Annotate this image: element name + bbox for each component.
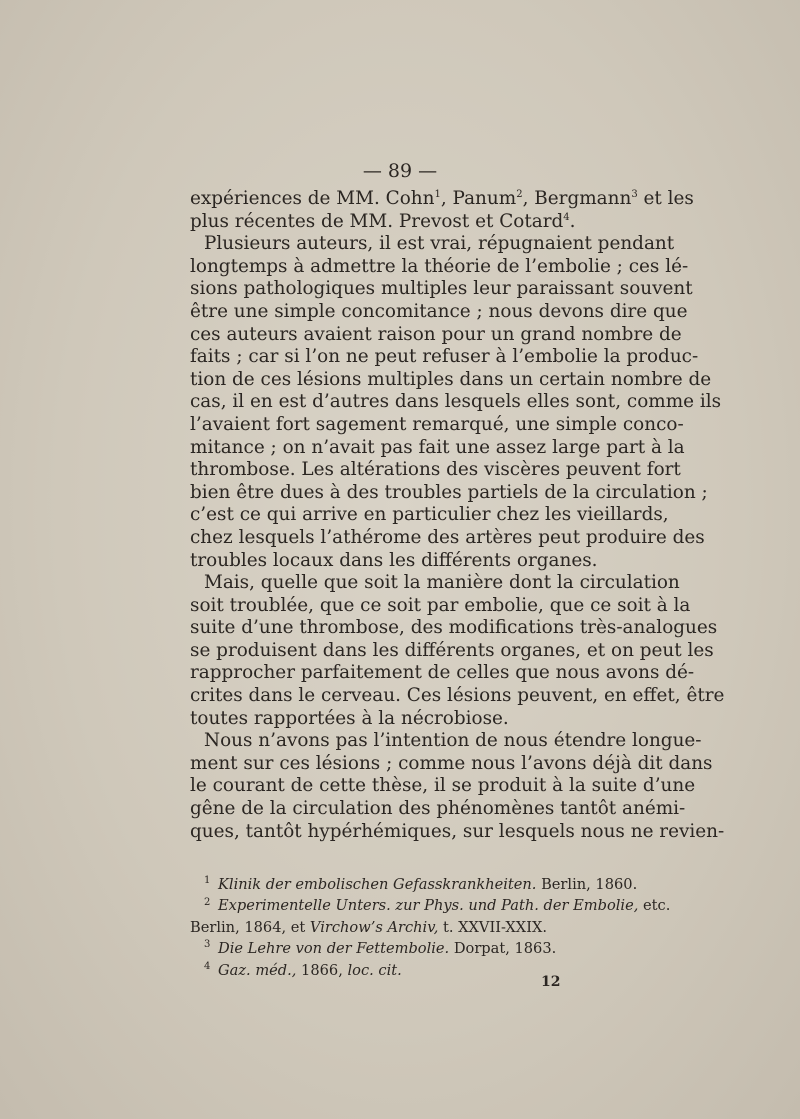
text-line: crites dans le cerveau. Ces lésions peuvent, en effet, être [190, 685, 725, 707]
text-line: se produisent dans les différents organes, et on peut les [190, 639, 714, 661]
text-line: plus récentes de MM. Prevost et Cotard$^4$. [190, 210, 576, 232]
text-line: longtemps à admettre la théorie de l’embolie ; ces lé- [190, 255, 689, 277]
text-line: thrombose. Les altérations des viscères peuvent fort [190, 459, 681, 481]
text-line: Nous n’avons pas l’intention de nous étendre longue- [204, 730, 702, 752]
text-line: ques, tantôt hypérhémiques, sur lesquels nous ne revien- [190, 820, 725, 842]
footnotes [190, 874, 671, 981]
text-line: Plusieurs auteurs, il est vrai, répugnaient pendant [204, 233, 675, 255]
text-line: toutes rapportées à la nécrobiose. [190, 707, 509, 729]
text-line: troubles locaux dans les différents organes. [190, 549, 598, 571]
text-line: soit troublée, que ce soit par embolie, que ce soit à la [190, 594, 691, 616]
footnote-4: 4 Gaz. méd., 1866, loc. cit. [204, 960, 402, 979]
text-line: Mais, quelle que soit la manière dont la circulation [204, 572, 680, 594]
text-line: suite d’une thrombose, des modifications très-analogues [190, 617, 718, 639]
text-line: cas, il en est d’autres dans lesquels elles sont, comme ils [190, 391, 722, 413]
signature-mark: 12 [541, 974, 561, 990]
text-line: bien être dues à des troubles partiels de la circulation ; [190, 481, 708, 503]
text-line: c’est ce qui arrive en particulier chez les vieillards, [190, 504, 669, 526]
text-line: faits ; car si l’on ne peut refuser à l’embolie la produc- [190, 346, 699, 368]
text-line: l’avaient fort sagement remarqué, une simple conco- [190, 413, 684, 435]
footnote-3: 3 Die Lehre von der Fettembolie. Dorpat, 1863. [204, 939, 557, 958]
text-line: ces auteurs avaient raison pour un grand nombre de [190, 323, 682, 345]
text-line: tion de ces lésions multiples dans un certain nombre de [190, 368, 712, 390]
text-line: chez lesquels l’athérome des artères peut produire des [190, 526, 705, 548]
text-line: ment sur ces lésions ; comme nous l’avons déjà dit dans [190, 752, 713, 774]
text-line: sions pathologiques multiples leur paraissant souvent [190, 278, 693, 300]
text-line: expériences de MM. Cohn$^1$, Panum$^2$, Bergmann$^3$ et les [190, 188, 694, 209]
text-line: être une simple concomitance ; nous devons dire que [190, 300, 688, 322]
footnote-2: 2 Experimentelle Unters. zur Phys. und Path. der Embolie, etc. [204, 896, 671, 915]
body-text [190, 188, 725, 843]
footnote-2-continued: Berlin, 1864, et Virchow’s Archiv, t. XXVII-XXIX. [190, 918, 547, 936]
text-line: le courant de cette thèse, il se produit à la suite d’une [190, 775, 696, 797]
page-number: — 89 — [362, 160, 438, 182]
text-line: mitance ; on n’avait pas fait une assez large part à la [190, 436, 685, 458]
text-line: gêne de la circulation des phénomènes tantôt anémi- [190, 798, 686, 820]
text-line: rapprocher parfaitement de celles que nous avons dé- [190, 662, 695, 684]
footnote-1: 1 Klinik der embolischen Gefasskrankheiten. Berlin, 1860. [204, 875, 638, 893]
